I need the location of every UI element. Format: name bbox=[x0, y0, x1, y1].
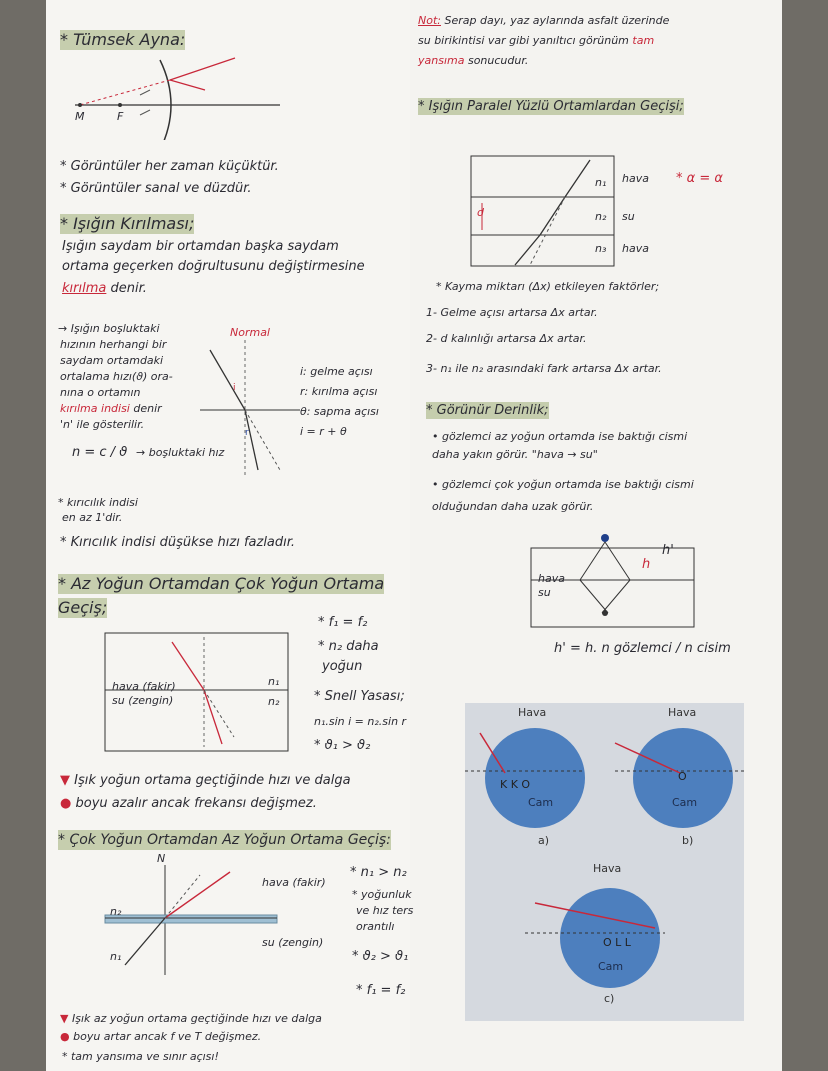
photo-hava-c: Hava bbox=[593, 862, 622, 875]
layer-1-name: hava bbox=[622, 172, 649, 185]
layer-2-name: su bbox=[622, 210, 635, 223]
paralel-title: * Işığın Paralel Yüzlü Ortamlardan Geçişi; bbox=[418, 99, 684, 114]
cok-az-fact-3: ve hız ters bbox=[356, 904, 414, 917]
az-cok-warn-1: Işık yoğun ortama geçtiğinde hızı ve dalga bbox=[74, 773, 351, 788]
tumsek-note-2: * Görüntüler sanal ve düzdür. bbox=[60, 181, 252, 196]
layer-3-name: hava bbox=[622, 242, 649, 255]
photo-points-a: K K O bbox=[500, 778, 531, 791]
not-line-3: sonucudur. bbox=[467, 54, 529, 67]
convex-mirror-diagram bbox=[70, 50, 290, 140]
thickness-d: d bbox=[477, 206, 484, 219]
depth-hava: hava bbox=[538, 572, 565, 585]
bullet-icon-1: ● bbox=[60, 796, 72, 811]
cok-az-su: su (zengin) bbox=[262, 936, 324, 949]
derinlik-2: daha yakın görür. bbox=[432, 448, 529, 461]
derinlik-2-note: "hava → su" bbox=[531, 448, 598, 461]
az-cok-fact-1: * f₁ = f₂ bbox=[318, 615, 368, 630]
cok-az-warn-3: * tam yansıma ve sınır açısı! bbox=[62, 1050, 219, 1063]
az-cok-hava: hava (fakir) bbox=[112, 680, 176, 693]
az-cok-fact-4: * Snell Yasası; bbox=[314, 689, 405, 704]
depth-h-prime: h' bbox=[662, 543, 674, 558]
cok-az-diagram bbox=[100, 860, 280, 980]
label-m: M bbox=[75, 110, 85, 123]
min-index-1: * kırıcılık indisi bbox=[58, 496, 138, 509]
photo-cam-c: Cam bbox=[598, 960, 624, 973]
kirilma-term: kırılma bbox=[62, 281, 107, 296]
parallel-layers-diagram bbox=[470, 155, 615, 267]
az-cok-title-2: Geçiş; bbox=[58, 598, 108, 617]
factors-title: * Kayma miktarı (Δx) etkileyen faktörler; bbox=[436, 280, 660, 293]
not-line-3-red: yansıma bbox=[418, 54, 465, 67]
tumsek-note-1: * Görüntüler her zaman küçüktür. bbox=[60, 159, 279, 174]
factor-1: 1- Gelme açısı artarsa Δx artar. bbox=[426, 306, 598, 319]
depth-su: su bbox=[538, 586, 551, 599]
legend-eq: i = r + θ bbox=[300, 425, 347, 438]
svg-text:r: r bbox=[245, 428, 249, 438]
kirilma-def-1: Işığın saydam bir ortamdan başka saydam bbox=[62, 239, 339, 254]
index-formula: n = c / ϑ bbox=[72, 445, 128, 460]
az-cok-su: su (zengin) bbox=[112, 694, 174, 707]
index-rest: denir bbox=[133, 402, 162, 415]
photo-hava-a: Hava bbox=[518, 706, 547, 719]
factor-2: 2- d kalınlığı artarsa Δx artar. bbox=[426, 332, 587, 345]
photo-label-a: a) bbox=[538, 834, 550, 847]
photo-cam-b: Cam bbox=[672, 796, 698, 809]
index-line-1: → Işığın boşluktaki bbox=[58, 322, 160, 335]
tumsek-title: * Tümsek Ayna: bbox=[60, 30, 186, 49]
az-cok-fact-6: * ϑ₁ > ϑ₂ bbox=[314, 738, 371, 753]
warn-icon-1: ▼ bbox=[60, 773, 70, 788]
not-line-2-red: tam bbox=[632, 34, 655, 47]
az-cok-fact-5: n₁.sin i = n₂.sin r bbox=[314, 715, 407, 728]
cok-az-hava: hava (fakir) bbox=[262, 876, 326, 889]
normal-label: Normal bbox=[230, 326, 270, 339]
az-cok-n1: n₁ bbox=[268, 675, 280, 688]
depth-formula: h' = h. n gözlemci / n cisim bbox=[554, 641, 731, 656]
not-label: Not: bbox=[418, 14, 441, 27]
alpha-equality: * α = α bbox=[676, 171, 723, 186]
cok-az-title: * Çok Yoğun Ortamdan Az Yoğun Ortama Geçiş: bbox=[58, 832, 391, 848]
photo-points-c: O L L bbox=[603, 936, 631, 949]
cok-az-fact-5: * ϑ₂ > ϑ₁ bbox=[352, 949, 409, 964]
kirilma-title: * Işığın Kırılması; bbox=[60, 214, 195, 233]
index-line-3: saydam ortamdaki bbox=[60, 354, 164, 367]
photo-cam-a: Cam bbox=[528, 796, 554, 809]
cok-az-fact-4: orantılı bbox=[356, 920, 395, 933]
az-cok-n2: n₂ bbox=[268, 695, 280, 708]
cok-az-fact-6: * f₁ = f₂ bbox=[356, 983, 406, 998]
not-line-1: Serap dayı, yaz aylarında asfalt üzerinde bbox=[444, 14, 670, 27]
kirilma-def-3: denir. bbox=[110, 281, 147, 296]
svg-text:i: i bbox=[233, 383, 236, 393]
cok-az-warn-2: boyu artar ancak f ve T değişmez. bbox=[73, 1030, 262, 1043]
layer-n1: n₁ bbox=[595, 176, 607, 189]
derinlik-3: • gözlemci çok yoğun ortamda ise baktığı cismi bbox=[432, 478, 694, 491]
bullet-icon-2: ● bbox=[60, 1030, 70, 1043]
photo-hava-b: Hava bbox=[668, 706, 697, 719]
legend-r: r: kırılma açısı bbox=[300, 385, 378, 398]
cok-az-fact-1: * n₁ > n₂ bbox=[350, 865, 407, 880]
index-term: kırılma indisi bbox=[60, 402, 130, 415]
low-index-note: * Kırıcılık indisi düşükse hızı fazladır. bbox=[60, 535, 296, 550]
depth-h: h bbox=[642, 557, 651, 572]
photo-points-b: O bbox=[678, 770, 687, 783]
index-formula-note: → boşluktaki hız bbox=[136, 446, 225, 459]
photo-label-c: c) bbox=[604, 992, 615, 1005]
refraction-diagram bbox=[200, 340, 300, 480]
cok-az-warn-1: Işık az yoğun ortama geçtiğinde hızı ve dalga bbox=[71, 1012, 322, 1025]
az-cok-fact-2: * n₂ daha bbox=[318, 639, 379, 654]
legend-i: i: gelme açısı bbox=[300, 365, 373, 378]
photo-label-b: b) bbox=[682, 834, 694, 847]
cok-az-n1: n₁ bbox=[110, 950, 122, 963]
index-line-4: ortalama hızı(ϑ) ora- bbox=[60, 370, 173, 383]
az-cok-fact-3: yoğun bbox=[322, 659, 363, 674]
factor-3: 3- n₁ ile n₂ arasındaki fark artarsa Δx artar. bbox=[426, 362, 662, 375]
min-index-2: en az 1'dir. bbox=[62, 511, 123, 524]
label-f: F bbox=[117, 110, 124, 123]
index-line-5: nına o ortamın bbox=[60, 386, 141, 399]
derinlik-1: • gözlemci az yoğun ortamda ise baktığı cismi bbox=[432, 430, 688, 443]
layer-n2: n₂ bbox=[595, 210, 607, 223]
not-line-2: su birikintisi var gibi yanıltıcı görünüm bbox=[418, 34, 629, 47]
cok-az-N: N bbox=[157, 852, 166, 865]
cok-az-n2: n₂ bbox=[110, 905, 122, 918]
cok-az-fact-2: * yoğunluk bbox=[352, 888, 412, 901]
layer-n3: n₃ bbox=[595, 242, 607, 255]
derinlik-4: olduğundan daha uzak görür. bbox=[432, 500, 594, 513]
derinlik-title: * Görünür Derinlik; bbox=[426, 403, 549, 418]
legend-theta: θ: sapma açısı bbox=[300, 405, 379, 418]
az-cok-title-1: * Az Yoğun Ortamdan Çok Yoğun Ortama bbox=[58, 574, 385, 593]
warn-icon-2: ▼ bbox=[60, 1012, 69, 1025]
index-symbol: 'n' ile gösterilir. bbox=[60, 418, 145, 431]
index-line-2: hızının herhangi bir bbox=[60, 338, 167, 351]
kirilma-def-2: ortama geçerken doğrultusunu değiştirmesine bbox=[62, 259, 365, 274]
az-cok-warn-2: boyu azalır ancak frekansı değişmez. bbox=[75, 796, 317, 811]
